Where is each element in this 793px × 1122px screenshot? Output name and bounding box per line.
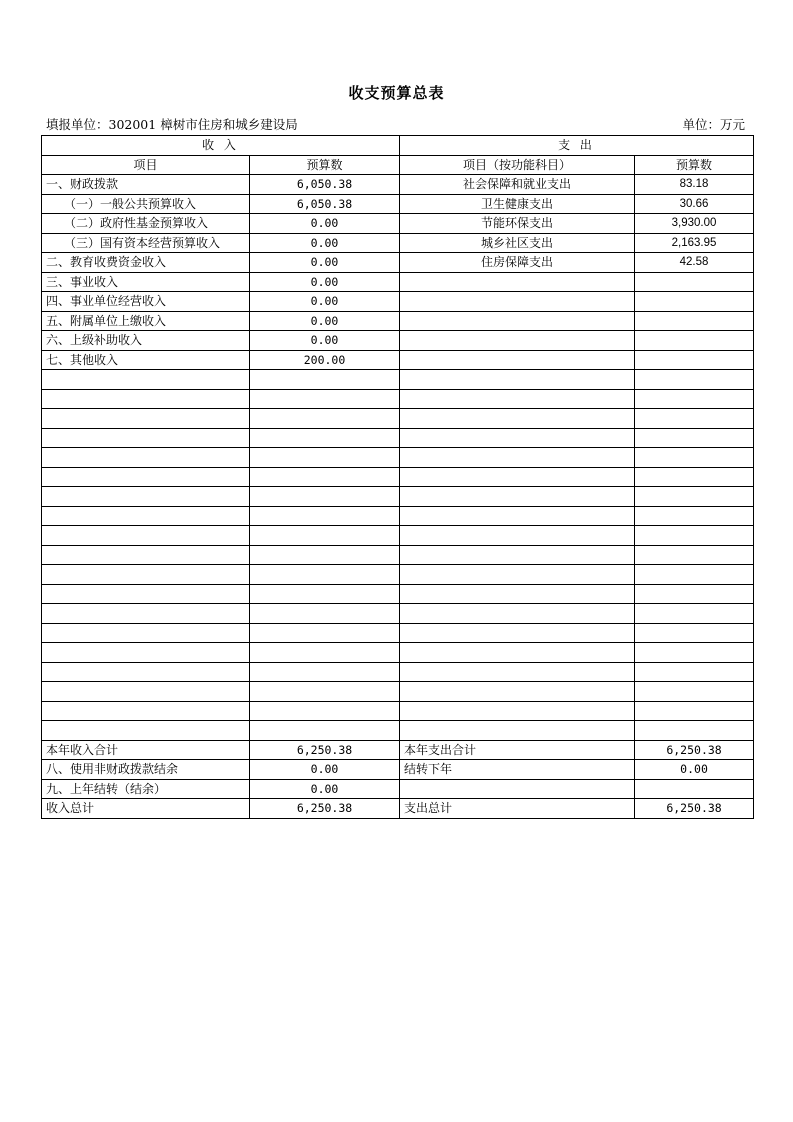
expense-amount-cell: 3,930.00 bbox=[635, 214, 754, 234]
income-amount-cell: 200.00 bbox=[250, 350, 400, 370]
table-row bbox=[42, 214, 754, 234]
income-amount-cell: 0.00 bbox=[250, 272, 400, 292]
expense-section-header: 支 出 bbox=[400, 136, 754, 156]
currency-unit: 单位：万元 bbox=[682, 117, 745, 132]
empty-row bbox=[42, 545, 754, 565]
empty-cell bbox=[400, 370, 635, 390]
empty-cell bbox=[250, 662, 400, 682]
empty-row bbox=[42, 682, 754, 702]
expense-item-cell: 节能环保支出 bbox=[400, 214, 635, 234]
empty-row bbox=[42, 428, 754, 448]
empty-cell bbox=[635, 701, 754, 721]
empty-row bbox=[42, 604, 754, 624]
empty-cell bbox=[250, 389, 400, 409]
empty-cell bbox=[400, 545, 635, 565]
income-item-cell: 三、事业收入 bbox=[42, 272, 250, 292]
summary-row bbox=[42, 740, 754, 760]
expense-amount-cell bbox=[635, 311, 754, 331]
expense-amount-cell bbox=[635, 779, 754, 799]
empty-row bbox=[42, 409, 754, 429]
expense-item-cell bbox=[400, 272, 635, 292]
empty-cell bbox=[250, 701, 400, 721]
empty-cell bbox=[250, 487, 400, 507]
income-amount-cell: 6,050.38 bbox=[250, 175, 400, 195]
income-item-cell: 一、财政拨款 bbox=[42, 175, 250, 195]
summary-row bbox=[42, 779, 754, 799]
empty-cell bbox=[250, 545, 400, 565]
income-amount-cell: 6,050.38 bbox=[250, 194, 400, 214]
empty-cell bbox=[400, 506, 635, 526]
empty-cell bbox=[250, 623, 400, 643]
empty-row bbox=[42, 584, 754, 604]
income-section-header: 收 入 bbox=[42, 136, 400, 156]
empty-cell bbox=[42, 428, 250, 448]
empty-cell bbox=[635, 370, 754, 390]
income-amount-cell: 0.00 bbox=[250, 331, 400, 351]
empty-cell bbox=[42, 623, 250, 643]
empty-cell bbox=[635, 448, 754, 468]
expense-item-cell bbox=[400, 350, 635, 370]
empty-cell bbox=[400, 389, 635, 409]
expense-item-cell: 本年支出合计 bbox=[400, 740, 635, 760]
empty-cell bbox=[400, 409, 635, 429]
expense-amount-cell: 42.58 bbox=[635, 253, 754, 273]
empty-cell bbox=[42, 643, 250, 663]
empty-cell bbox=[635, 721, 754, 741]
empty-row bbox=[42, 389, 754, 409]
expense-item-cell bbox=[400, 292, 635, 312]
empty-cell bbox=[400, 604, 635, 624]
empty-cell bbox=[635, 565, 754, 585]
empty-cell bbox=[42, 467, 250, 487]
col-header-item: 项目 bbox=[42, 155, 250, 175]
empty-cell bbox=[635, 428, 754, 448]
empty-row bbox=[42, 701, 754, 721]
empty-cell bbox=[400, 682, 635, 702]
empty-cell bbox=[42, 370, 250, 390]
empty-cell bbox=[42, 409, 250, 429]
income-item-cell: 二、教育收费资金收入 bbox=[42, 253, 250, 273]
empty-cell bbox=[400, 448, 635, 468]
empty-cell bbox=[635, 506, 754, 526]
table-row bbox=[42, 253, 754, 273]
table-row bbox=[42, 272, 754, 292]
income-item-cell: （二）政府性基金预算收入 bbox=[42, 214, 250, 234]
expense-amount-cell bbox=[635, 331, 754, 351]
col-header-amount: 预算数 bbox=[250, 155, 400, 175]
empty-cell bbox=[250, 682, 400, 702]
expense-amount-cell: 2,163.95 bbox=[635, 233, 754, 253]
empty-cell bbox=[250, 565, 400, 585]
empty-cell bbox=[42, 389, 250, 409]
empty-cell bbox=[42, 526, 250, 546]
empty-cell bbox=[635, 682, 754, 702]
income-item-cell: （一）一般公共预算收入 bbox=[42, 194, 250, 214]
expense-amount-cell: 0.00 bbox=[635, 760, 754, 780]
column-header-row bbox=[42, 155, 754, 175]
table-row bbox=[42, 194, 754, 214]
expense-item-cell: 结转下年 bbox=[400, 760, 635, 780]
empty-cell bbox=[400, 565, 635, 585]
empty-cell bbox=[250, 604, 400, 624]
table-row bbox=[42, 292, 754, 312]
income-item-cell: 八、使用非财政拨款结余 bbox=[42, 760, 250, 780]
empty-row bbox=[42, 467, 754, 487]
empty-row bbox=[42, 448, 754, 468]
expense-amount-cell: 83.18 bbox=[635, 175, 754, 195]
empty-cell bbox=[42, 487, 250, 507]
expense-item-cell bbox=[400, 311, 635, 331]
empty-cell bbox=[400, 428, 635, 448]
empty-cell bbox=[42, 565, 250, 585]
table-row bbox=[42, 350, 754, 370]
empty-cell bbox=[400, 662, 635, 682]
income-item-cell: 四、事业单位经营收入 bbox=[42, 292, 250, 312]
empty-row bbox=[42, 721, 754, 741]
income-item-cell: 收入总计 bbox=[42, 799, 250, 819]
income-item-cell: 九、上年结转（结余） bbox=[42, 779, 250, 799]
expense-item-cell: 住房保障支出 bbox=[400, 253, 635, 273]
income-amount-cell: 6,250.38 bbox=[250, 740, 400, 760]
expense-item-cell: 城乡社区支出 bbox=[400, 233, 635, 253]
empty-cell bbox=[400, 526, 635, 546]
empty-row bbox=[42, 565, 754, 585]
empty-cell bbox=[635, 467, 754, 487]
empty-cell bbox=[400, 584, 635, 604]
empty-cell bbox=[250, 428, 400, 448]
empty-row bbox=[42, 623, 754, 643]
empty-cell bbox=[635, 604, 754, 624]
empty-cell bbox=[42, 584, 250, 604]
income-item-cell: （三）国有资本经营预算收入 bbox=[42, 233, 250, 253]
empty-cell bbox=[250, 370, 400, 390]
empty-cell bbox=[635, 545, 754, 565]
empty-cell bbox=[42, 506, 250, 526]
empty-cell bbox=[250, 526, 400, 546]
empty-row bbox=[42, 526, 754, 546]
empty-cell bbox=[250, 467, 400, 487]
empty-cell bbox=[250, 721, 400, 741]
col-header-item-func: 项目（按功能科目） bbox=[400, 155, 635, 175]
expense-amount-cell: 6,250.38 bbox=[635, 740, 754, 760]
income-item-cell: 本年收入合计 bbox=[42, 740, 250, 760]
empty-cell bbox=[42, 448, 250, 468]
empty-cell bbox=[635, 389, 754, 409]
empty-row bbox=[42, 506, 754, 526]
empty-cell bbox=[42, 701, 250, 721]
empty-cell bbox=[250, 409, 400, 429]
expense-amount-cell bbox=[635, 292, 754, 312]
expense-amount-cell: 30.66 bbox=[635, 194, 754, 214]
expense-amount-cell bbox=[635, 272, 754, 292]
expense-item-cell bbox=[400, 331, 635, 351]
empty-cell bbox=[635, 662, 754, 682]
income-amount-cell: 0.00 bbox=[250, 292, 400, 312]
table-row bbox=[42, 331, 754, 351]
income-amount-cell: 0.00 bbox=[250, 233, 400, 253]
empty-cell bbox=[42, 721, 250, 741]
expense-amount-cell: 6,250.38 bbox=[635, 799, 754, 819]
expense-item-cell: 社会保障和就业支出 bbox=[400, 175, 635, 195]
expense-amount-cell bbox=[635, 350, 754, 370]
reporting-unit: 填报单位：302001 樟树市住房和城乡建设局 bbox=[46, 117, 298, 132]
empty-cell bbox=[42, 682, 250, 702]
empty-cell bbox=[42, 545, 250, 565]
empty-cell bbox=[635, 487, 754, 507]
empty-cell bbox=[635, 584, 754, 604]
table-row bbox=[42, 311, 754, 331]
expense-item-cell: 支出总计 bbox=[400, 799, 635, 819]
empty-cell bbox=[400, 701, 635, 721]
expense-item-cell: 卫生健康支出 bbox=[400, 194, 635, 214]
income-amount-cell: 0.00 bbox=[250, 253, 400, 273]
empty-cell bbox=[635, 526, 754, 546]
empty-cell bbox=[250, 506, 400, 526]
income-amount-cell: 0.00 bbox=[250, 779, 400, 799]
income-item-cell: 六、上级补助收入 bbox=[42, 331, 250, 351]
table-row bbox=[42, 233, 754, 253]
income-amount-cell: 0.00 bbox=[250, 760, 400, 780]
income-amount-cell: 6,250.38 bbox=[250, 799, 400, 819]
empty-cell bbox=[400, 721, 635, 741]
empty-row bbox=[42, 370, 754, 390]
empty-cell bbox=[42, 604, 250, 624]
summary-row bbox=[42, 799, 754, 819]
empty-cell bbox=[250, 584, 400, 604]
empty-cell bbox=[400, 643, 635, 663]
empty-cell bbox=[635, 643, 754, 663]
expense-item-cell bbox=[400, 779, 635, 799]
empty-row bbox=[42, 643, 754, 663]
income-amount-cell: 0.00 bbox=[250, 311, 400, 331]
section-header-row bbox=[42, 136, 754, 156]
income-amount-cell: 0.00 bbox=[250, 214, 400, 234]
income-item-cell: 五、附属单位上缴收入 bbox=[42, 311, 250, 331]
income-item-cell: 七、其他收入 bbox=[42, 350, 250, 370]
empty-cell bbox=[400, 467, 635, 487]
table-row bbox=[42, 175, 754, 195]
empty-row bbox=[42, 487, 754, 507]
empty-cell bbox=[635, 623, 754, 643]
empty-cell bbox=[400, 487, 635, 507]
budget-table bbox=[41, 135, 754, 819]
empty-cell bbox=[635, 409, 754, 429]
empty-row bbox=[42, 662, 754, 682]
empty-cell bbox=[400, 623, 635, 643]
empty-cell bbox=[250, 643, 400, 663]
page-title: 收支预算总表 bbox=[348, 84, 445, 102]
empty-cell bbox=[250, 448, 400, 468]
empty-cell bbox=[42, 662, 250, 682]
col-header-amount-expense: 预算数 bbox=[635, 155, 754, 175]
summary-row bbox=[42, 760, 754, 780]
